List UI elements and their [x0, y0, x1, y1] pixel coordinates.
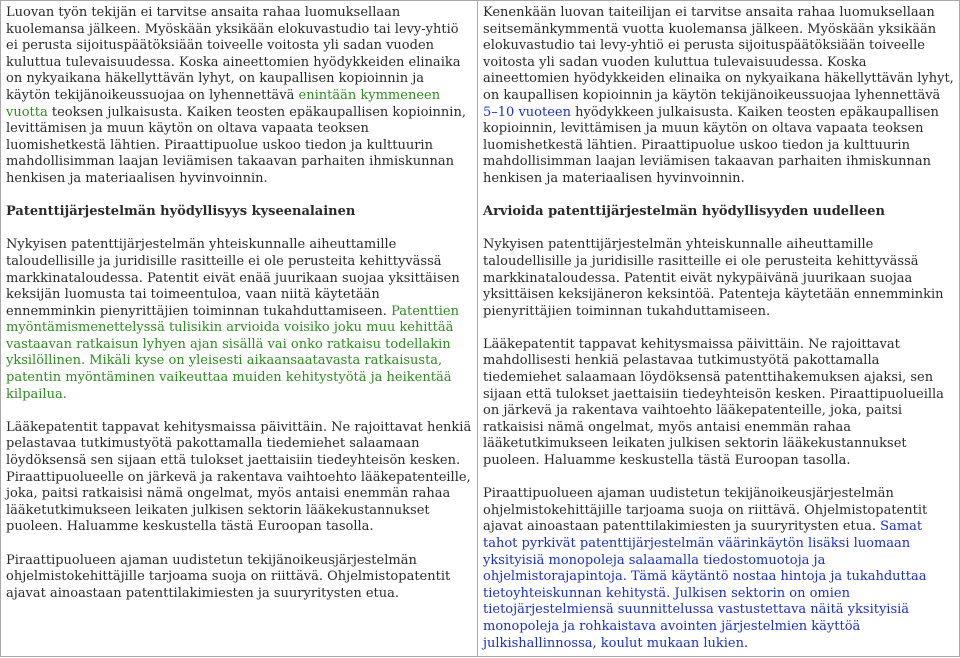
right-column [478, 1, 960, 657]
left-patent-highlight-green: Patenttien myöntämismenettelyssä tulisikin arvioida voisiko joku muu kehittää vastaavan ratkaisun lyhyen ajan sisällä vai onko ratkaisu todellakin yksilöllinen. Mikäli kyse on yleisesti aikaansaatavasta ratkaisusta, patentin myöntäminen vaikeuttaa muiden kehitystyötä ja heikentää kilpailua. [6, 303, 459, 402]
right-patent-paragraph: Nykyisen patenttijärjestelmän yhteiskunnalle aiheuttamille taloudellisille ja juridisille rasitteille ei ole perusteita kehittyvässä markkinataloudessa. Patentit eivät nykypäivänä juurikaan suojaa yksittäisen keksijäneron keksintöä. Patenteja käytetään ennemminkin pienyrittäjien toiminnan tukahduttamiseen. [483, 237, 944, 319]
left-highlight-green: enintään kymmeneen vuotta [6, 87, 441, 120]
right-software-highlight-blue: Samat tahot pyrkivät patenttijärjestelmän väärinkäytön lisäksi luomaan yksityisiä monopoleja salaamalla tiedostomuotoja ja ohjelmistorajapintoja. Tämä käytäntö nostaa hintoja ja tukahduttaa tietoyhteiskunnan kehitystä. Julkisen sektorin on omien tietojärjestelmiensä suunnittelussa vastustettava näitä yksityisiä monopoleja ja rohkaistava avointen järjestelmien käyttöä julkishallinnossa, koulut mukaan lukien. [483, 519, 927, 651]
table-row [1, 1, 960, 657]
left-software-paragraph: Piraattipuolueen ajaman uudistetun tekijänoikeusjärjestelmän ohjelmistokehittäjille tarjoama suoja on riittävä. Ohjelmistopatentit ajavat ainoastaan patenttilakimiesten ja suuryritysten etua. [6, 552, 451, 601]
right-software-paragraph: Piraattipuolueen ajaman uudistetun tekijänoikeusjärjestelmän ohjelmistokehittäjille tarjoama suoja on riittävä. Ohjelmistopatentit ajavat ainoastaan patenttilakimiesten ja suuryritysten etua. Samat tahot pyrkivät patenttijärjestelmän väärinkäytön lisäksi luomaan yksityisiä monopoleja salaamalla tiedostomuotoja ja ohjelmistorajapintoja. Tämä käytäntö nostaa hintoja ja tukahduttaa tietoyhteiskunnan kehitystä. Julkisen sektorin on omien tietojärjestelmiensä suunnittelussa vastustettava näitä yksityisiä monopoleja ja rohkaistava avointen järjestelmien käyttöä julkishallinnossa, koulut mukaan lukien. [483, 486, 928, 651]
left-patent-paragraph: Nykyisen patenttijärjestelmän yhteiskunnalle aiheuttamille taloudellisille ja juridisille rasitteille ei ole perusteita kehittyvässä markkinataloudessa. Patentit eivät enää juurikaan suojaa yksittäisen keksijän luomusta tai toimeentuloa, vaan niitä käytetään ennemminkin pienyrittäjien toiminnan tukahduttamiseen. Patenttien myöntämismenettelyssä tulisikin arvioida voisiko joku muu kehittää vastaavan ratkaisun lyhyen ajan sisällä vai onko ratkaisu todellakin yksilöllinen. Mikäli kyse on yleisesti aikaansaatavasta ratkaisusta, patentin myöntäminen vaikeuttaa muiden kehitystyötä ja heikentää kilpailua. [6, 237, 460, 402]
right-medicine-paragraph: Lääkepatentit tappavat kehitysmaissa päivittäin. Ne rajoittavat mahdollisesti henkiä pelastavaa tutkimustyötä pakottamalla tiedemiehet salaamaan löydöksensä patenttihakemuksen ajaksi, sen sijaan että tulokset jaettaisiin tiedeyhteisön kesken. Piraattipuolueilla on järkevä ja rakentava vaihtoehto lääkepatenteille, joka, paitsi ratkaisisi nämä ongelmat, myös antaisi enemmän rahaa lääketutkimukseen leikaten julkisen sektorin lääkekustannukset puoleen. Haluamme keskustella tästä Euroopan tasolla. [483, 336, 944, 469]
left-section-heading: Patenttijärjestelmän hyödyllisyys kyseenalainen [6, 204, 356, 220]
left-copyright-paragraph: Luovan työn tekijän ei tarvitse ansaita rahaa luomuksellaan kuolemansa jälkeen. Myöskään yksikään elokuvastudio tai levy-yhtiö ei perusta sijoituspäätöksiään toiveelle voitosta yli sadan vuoden kuluttua tulevaisuudessa. Koska aineettomien hyödykkeiden elinaika on nykyaikana häkellyttävän lyhyt, on kaupallisen kopioinnin ja käytön tekijänoikeussuojaa on lyhennettävä enintään kymmeneen vuotta teoksen julkaisusta. Kaiken teosten epäkaupallisen kopioinnin, levittämisen ja muun käytön on oltava vapaata teoksen luomishetkestä lähtien. Piraattipuolue uskoo tiedon ja kulttuurin mahdollisimman laajan leviämisen takaavan parhaiten ihmiskunnan henkisen ja materiaalisen hyvinvoinnin. [6, 5, 466, 186]
right-copyright-paragraph: Kenenkään luovan taiteilijan ei tarvitse ansaita rahaa luomuksellaan seitsemänkymmentä vuotta kuolemansa jälkeen. Myöskään yksikään elokuvastudio tai levy-yhtiö ei perusta sijoituspäätöksiään toiveelle voitosta yli sadan vuoden kuluttua tulevaisuudessa. Koska aineettomien hyödykkeiden elinaika on nykyaikana häkellyttävän lyhyt, on kaupallisen kopioinnin ja käytön tekijänoikeussuojaa lyhennettävä 5–10 vuoteen hyödykkeen julkaisusta. Kaiken teosten epäkaupallisen kopioinnin, levittämisen ja muun käytön on oltava vapaata teoksen luomishetkestä lähtien. Piraattipuolue uskoo tiedon ja kulttuurin mahdollisimman laajan leviämisen takaavan parhaiten ihmiskunnan henkisen ja materiaalisen hyvinvoinnin. [483, 5, 954, 186]
right-section-heading: Arvioida patenttijärjestelmän hyödyllisyyden uudelleen [483, 204, 885, 220]
left-column [1, 1, 478, 657]
right-highlight-blue: 5–10 vuoteen [483, 104, 571, 120]
left-medicine-paragraph: Lääkepatentit tappavat kehitysmaissa päivittäin. Ne rajoittavat henkiä pelastavaa tutkimustyötä pakottamalla tiedemiehet salaamaan löydöksensä sen sijaan että tulokset jaettaisiin tiedeyhteisön kesken. Piraattipuolueelle on järkevä ja rakentava vaihtoehto lääkepatenteille, joka, paitsi ratkaisisi nämä ongelmat, myös antaisi enemmän rahaa lääketutkimukseen leikaten julkisen sektorin lääkekustannukset puoleen. Haluamme keskustella tästä Euroopan tasolla. [6, 419, 472, 535]
